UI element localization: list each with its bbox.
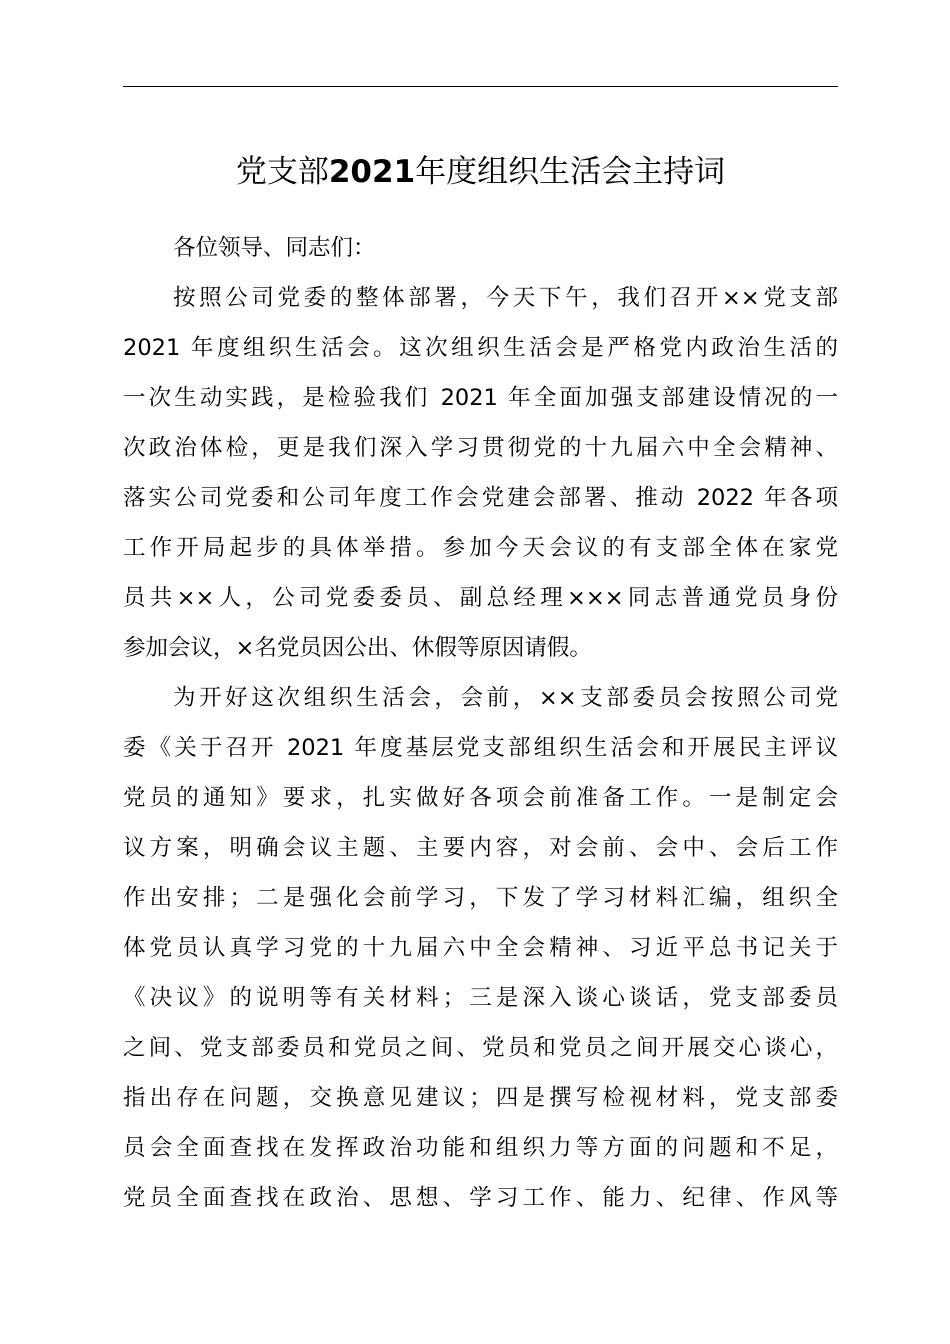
paragraph-line: 作出安排；二是强化会前学习，下发了学习材料汇编，组织全: [123, 885, 838, 911]
salutation-line: 各位领导、同志们：: [173, 235, 376, 261]
paragraph-2: [123, 673, 838, 1223]
title-year: 2021: [328, 154, 416, 190]
title-prefix: 党支部: [235, 154, 329, 190]
paragraph-line: 指出存在问题，交换意见建议；四是撰写检视材料，党支部委: [123, 1085, 838, 1111]
paragraph-line: 《决议》的说明等有关材料；三是深入谈心谈话，党支部委员: [123, 985, 838, 1011]
paragraph-line: 一次生动实践，是检验我们 2021 年全面加强支部建设情况的一: [123, 385, 838, 411]
paragraph-line: 党员的通知》要求，扎实做好各项会前准备工作。一是制定会: [123, 785, 838, 811]
salutation: [123, 223, 838, 273]
paragraph-line: 议方案，明确会议主题、主要内容，对会前、会中、会后工作: [123, 835, 838, 861]
paragraph-line: 员共××人，公司党委委员、副总经理×××同志普通党员身份: [123, 585, 838, 611]
paragraph-line: 员会全面查找在发挥政治功能和组织力等方面的问题和不足，: [123, 1135, 838, 1161]
paragraph-line: 工作开局起步的具体举措。参加今天会议的有支部全体在家党: [123, 535, 838, 561]
paragraph-line: 为开好这次组织生活会，会前，××支部委员会按照公司党: [173, 685, 838, 711]
document-body: [123, 223, 838, 1223]
title-suffix: 年度组织生活会主持词: [415, 154, 726, 190]
paragraph-line: 参加会议，×名党员因公出、休假等原因请假。: [123, 635, 592, 661]
document-title: [123, 146, 838, 198]
paragraph-1: [123, 273, 838, 673]
paragraph-line: 党员全面查找在政治、思想、学习工作、能力、纪律、作风等: [123, 1185, 838, 1211]
paragraph-line: 委《关于召开 2021 年度基层党支部组织生活会和开展民主评议: [123, 735, 838, 761]
paragraph-line: 次政治体检，更是我们深入学习贯彻党的十九届六中全会精神、: [123, 435, 838, 461]
paragraph-line: 之间、党支部委员和党员之间、党员和党员之间开展交心谈心，: [123, 1035, 838, 1061]
paragraph-line: 落实公司党委和公司年度工作会党建会部署、推动 2022 年各项: [123, 485, 838, 511]
paragraph-line: 体党员认真学习党的十九届六中全会精神、习近平总书记关于: [123, 935, 838, 961]
header-rule: [123, 86, 838, 87]
paragraph-line: 2021 年度组织生活会。这次组织生活会是严格党内政治生活的: [123, 335, 838, 361]
paragraph-line: 按照公司党委的整体部署，今天下午，我们召开××党支部: [173, 285, 838, 311]
